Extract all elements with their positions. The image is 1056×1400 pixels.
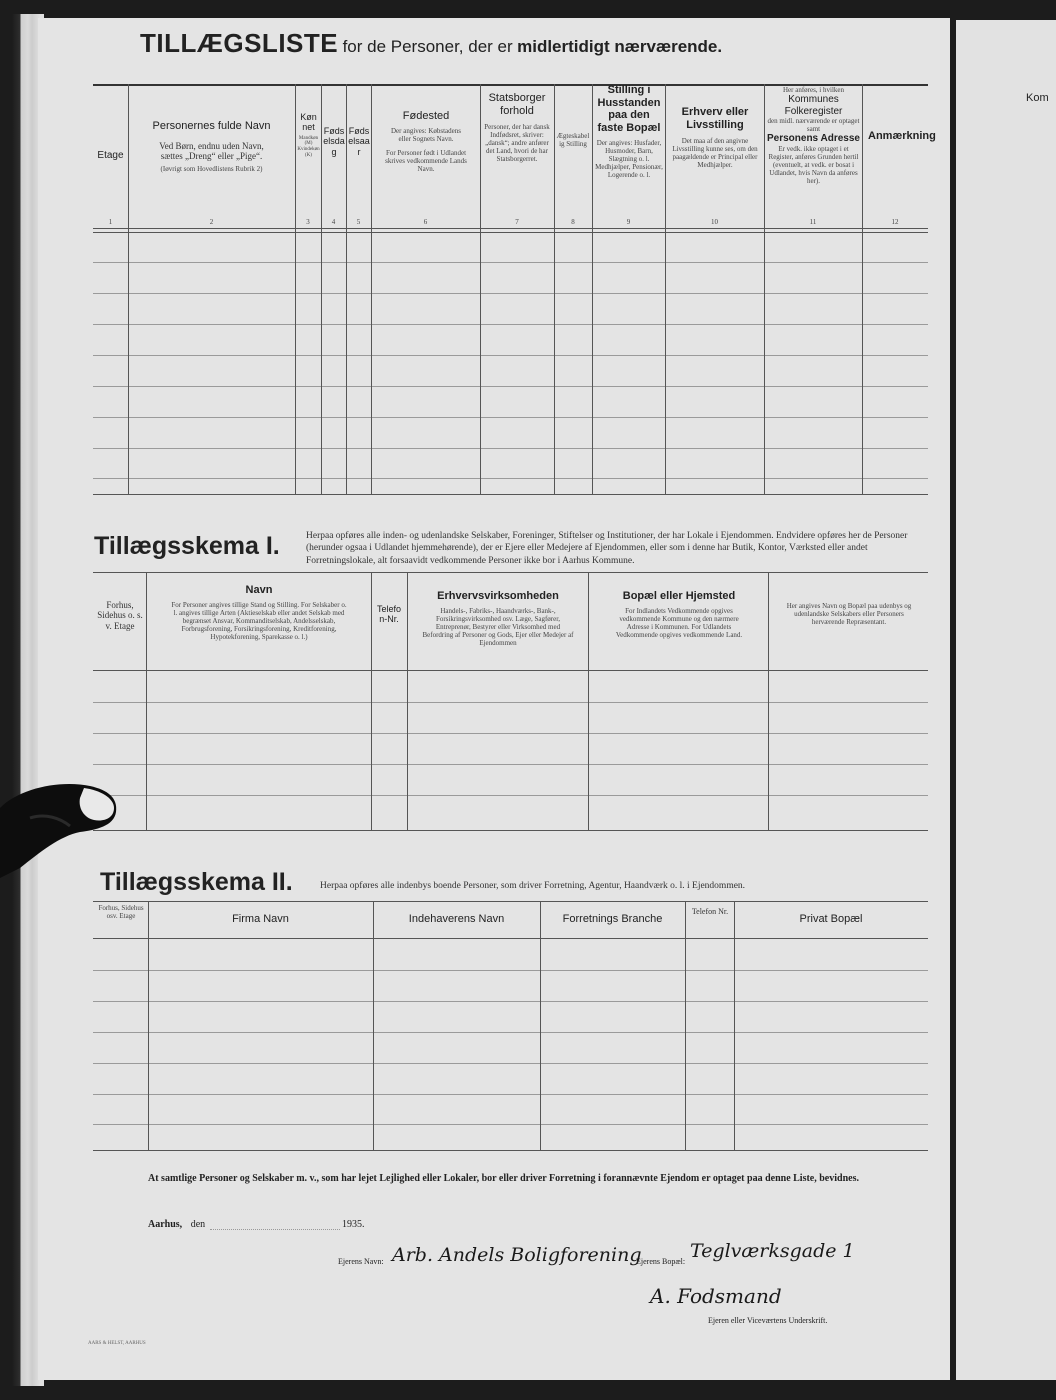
col-number: 3 — [306, 218, 310, 226]
title-sub: for de Personer, der er — [342, 37, 513, 56]
skema1-col-navn — [150, 584, 368, 641]
owner-name-label: Ejerens Navn: — [338, 1257, 384, 1266]
skema1-col-erhverv — [410, 590, 586, 647]
col-koen — [296, 112, 321, 159]
col-etage: Etage — [97, 150, 124, 161]
col-kommune-mid: den midl. nærværende er optaget samt — [767, 117, 860, 134]
col-stilling-sub: Der angives: Husfader, Husmoder, Barn, Slægtning o. l. Medhjælper, Pensionær, Logerende o. l. — [595, 138, 663, 179]
col-foedselsaar: Fødselsaar — [348, 126, 370, 157]
skema2-col-forhus: Forhus, Sidehus osv. Etage — [98, 904, 144, 921]
col-aegteskab: Ægteskabelig Stilling — [556, 132, 590, 149]
title-main: TILLÆGSLISTE — [140, 28, 339, 58]
col-erhverv-sub: Det maa af den angivne Livsstilling kunne ses, om den paagældende er Principal eller Medhjælper. — [672, 137, 758, 170]
skema1-col-representant: Her angives Navn og Bopæl paa udenbys og udenlandske Selskabers eller Personers herværende Repræsentant. — [786, 602, 912, 627]
col-navn — [130, 120, 293, 173]
owner-address-label: Ejerens Bopæl: — [636, 1257, 686, 1266]
city-label: Aarhus, — [148, 1219, 183, 1230]
skema2-col-firma: Firma Navn — [232, 913, 289, 925]
skema2-col-branche: Forretnings Branche — [562, 913, 663, 925]
skema1-col-navn-sub: For Personer angives tillige Stand og Stilling. For Selskaber o. l. angives tillige Arten (Aktieselskab eller andet Selskab med begrænset Ansvar, Kommanditselskab, Andelsselskab, Forbrugsforening, Forsikringsforening, Kreditforening, Hypotekforening, Sparekasse o. l.) — [171, 600, 347, 641]
col-navn-sub: Ved Børn, endnu uden Navn, sættes „Dreng“ eller „Pige“. — [159, 140, 264, 161]
date-field-line — [210, 1229, 340, 1230]
skema1-description: Herpaa opføres alle inden- og udenlandske Selskaber, Foreninger, Stiftelser og Institutioner, der har Lokale i Ejendommen. Endvidere opføres her de Personer (herunder ogsaa i Udlandet hjemmehørende), der er Ejere eller Medejere af Ejendommen, eller som i denne har Butik, Kontor, Værksted eller andet Forretningslokale, alt forsaavidt vedkommende Personer ikke bor i Aarhus Kommune. — [306, 531, 908, 566]
skema1-col-telefon: Telefon-Nr. — [376, 604, 402, 625]
col-number: 10 — [711, 218, 718, 226]
col-number: 5 — [356, 218, 361, 226]
col-number: 6 — [423, 218, 428, 226]
skema1-col-bopael — [592, 590, 766, 639]
col-navn-note: (Iøvrigt som Hovedlistens Rubrik 2) — [160, 165, 263, 174]
col-number: 9 — [626, 218, 631, 226]
col-kommune-title: Kommunes Folkeregister — [784, 94, 843, 117]
col-statsborger-sub: Personer, der har dansk Indfødsret, skriver: „dansk“; andre anfører det Land, hvori de har Statsborgerret. — [484, 123, 550, 164]
col-statsborger — [482, 92, 552, 164]
printer-mark: AARS & HELST, AARHUS — [88, 1341, 146, 1346]
col-number: 12 — [891, 218, 899, 226]
col-number: 8 — [571, 218, 575, 226]
skema1-col-erhverv-sub: Handels-, Fabriks-, Haandværks-, Bank-, Forsikringsvirksomhed osv. Læge, Sagfører, Entreprenør, Bestyrer eller Virksomhed med Befordring af Personer og Gods, Ejer eller Medejer af Ejendommen — [422, 606, 574, 647]
year-label: 1935. — [342, 1219, 365, 1230]
skema1-col-erhverv-title: Erhvervsvirksomheden — [437, 590, 559, 602]
title-emphasis: midlertidigt nærværende. — [517, 37, 723, 56]
adjacent-page — [956, 20, 1056, 1380]
col-statsborger-title: Statsborgerforhold — [488, 92, 546, 117]
skema1-title: Tillægsskema I. — [94, 532, 280, 560]
col-foedested-sub: Der angives: Købstadens eller Sognets Navn. — [391, 126, 461, 143]
col-number: 2 — [209, 218, 214, 226]
skema1-col-navn-title: Navn — [245, 584, 273, 596]
col-foedested-note: For Personer født i Udlandet skrives vedkommende Lands Navn. — [385, 148, 467, 173]
den-label: den — [190, 1219, 206, 1230]
skema1-col-bopael-title: Bopæl eller Hjemsted — [622, 590, 736, 602]
form-title — [140, 28, 722, 59]
col-koen-sub: Mandkøn (M) Kvindekøn (K) — [297, 135, 320, 158]
owner-address-value: Teglværksgade 1 — [690, 1240, 855, 1262]
skema2-col-bopael: Privat Bopæl — [799, 913, 863, 925]
col-number: 11 — [809, 218, 817, 226]
col-navn-title: Personernes fulde Navn — [152, 120, 271, 132]
signature-label: Ejeren eller Viceværtens Underskrift. — [708, 1316, 828, 1325]
col-erhverv — [667, 106, 763, 169]
col-number: 4 — [331, 218, 336, 226]
thumb-photo — [0, 778, 120, 878]
col-foedested-title: Fødested — [402, 110, 450, 122]
skema2-col-indehaver: Indehaverens Navn — [408, 913, 505, 925]
col-stilling — [594, 84, 664, 179]
col-foedselsdag: Fødselsdag — [323, 126, 345, 157]
col-koen-title: Kønnet — [300, 112, 317, 133]
owner-name-value: Arb. Andels Boligforening — [392, 1244, 642, 1266]
col-erhverv-title: Erhverv eller Livsstilling — [681, 106, 749, 131]
col-kommune-top: Her anføres, i hvilken — [782, 86, 845, 94]
skema2-description: Herpaa opføres alle indenbys boende Personer, som driver Forretning, Agentur, Haandværk o. l. i Ejendommen. — [320, 881, 746, 891]
adjacent-page-text: Kom — [1026, 92, 1049, 104]
date-line — [148, 1219, 205, 1230]
skema2-col-telefon: Telefon Nr. — [691, 907, 729, 916]
col-number: 7 — [515, 218, 519, 226]
skema1-col-forhus: Forhus, Sidehus o. s. v. Etage — [97, 600, 143, 631]
skema1-col-bopael-sub: For Indlandets Vedkommende opgives vedkommende Kommune og den nærmere Adresse i Kommunen. For Udlandets Vedkommende opgives vedkommende Land. — [615, 606, 743, 639]
skema2-title: Tillægsskema II. — [100, 868, 293, 896]
col-kommune-title2: Personens Adresse — [766, 133, 860, 145]
declaration-text: At samtlige Personer og Selskaber m. v., som har lejet Lejlighed eller Lokaler, bor eller driver Forretning i forannævnte Ejendom er optaget paa denne Liste, bevidnes. — [148, 1173, 859, 1184]
signature: A. Fodsmand — [650, 1284, 782, 1308]
col-number: 1 — [108, 218, 113, 226]
col-foedested — [374, 110, 478, 173]
col-kommune-sub: Er vedk. ikke optaget i et Register, anføres Grunden hertil (eventuelt, at vedk. er bosat i Udlandet, hvis Navn da anføres her). — [768, 144, 859, 185]
col-kommune — [766, 86, 861, 185]
col-anmaerkning: Anmærkning — [868, 130, 936, 142]
col-stilling-title: Stilling i Husstanden paa den faste Bopæl — [597, 84, 661, 134]
